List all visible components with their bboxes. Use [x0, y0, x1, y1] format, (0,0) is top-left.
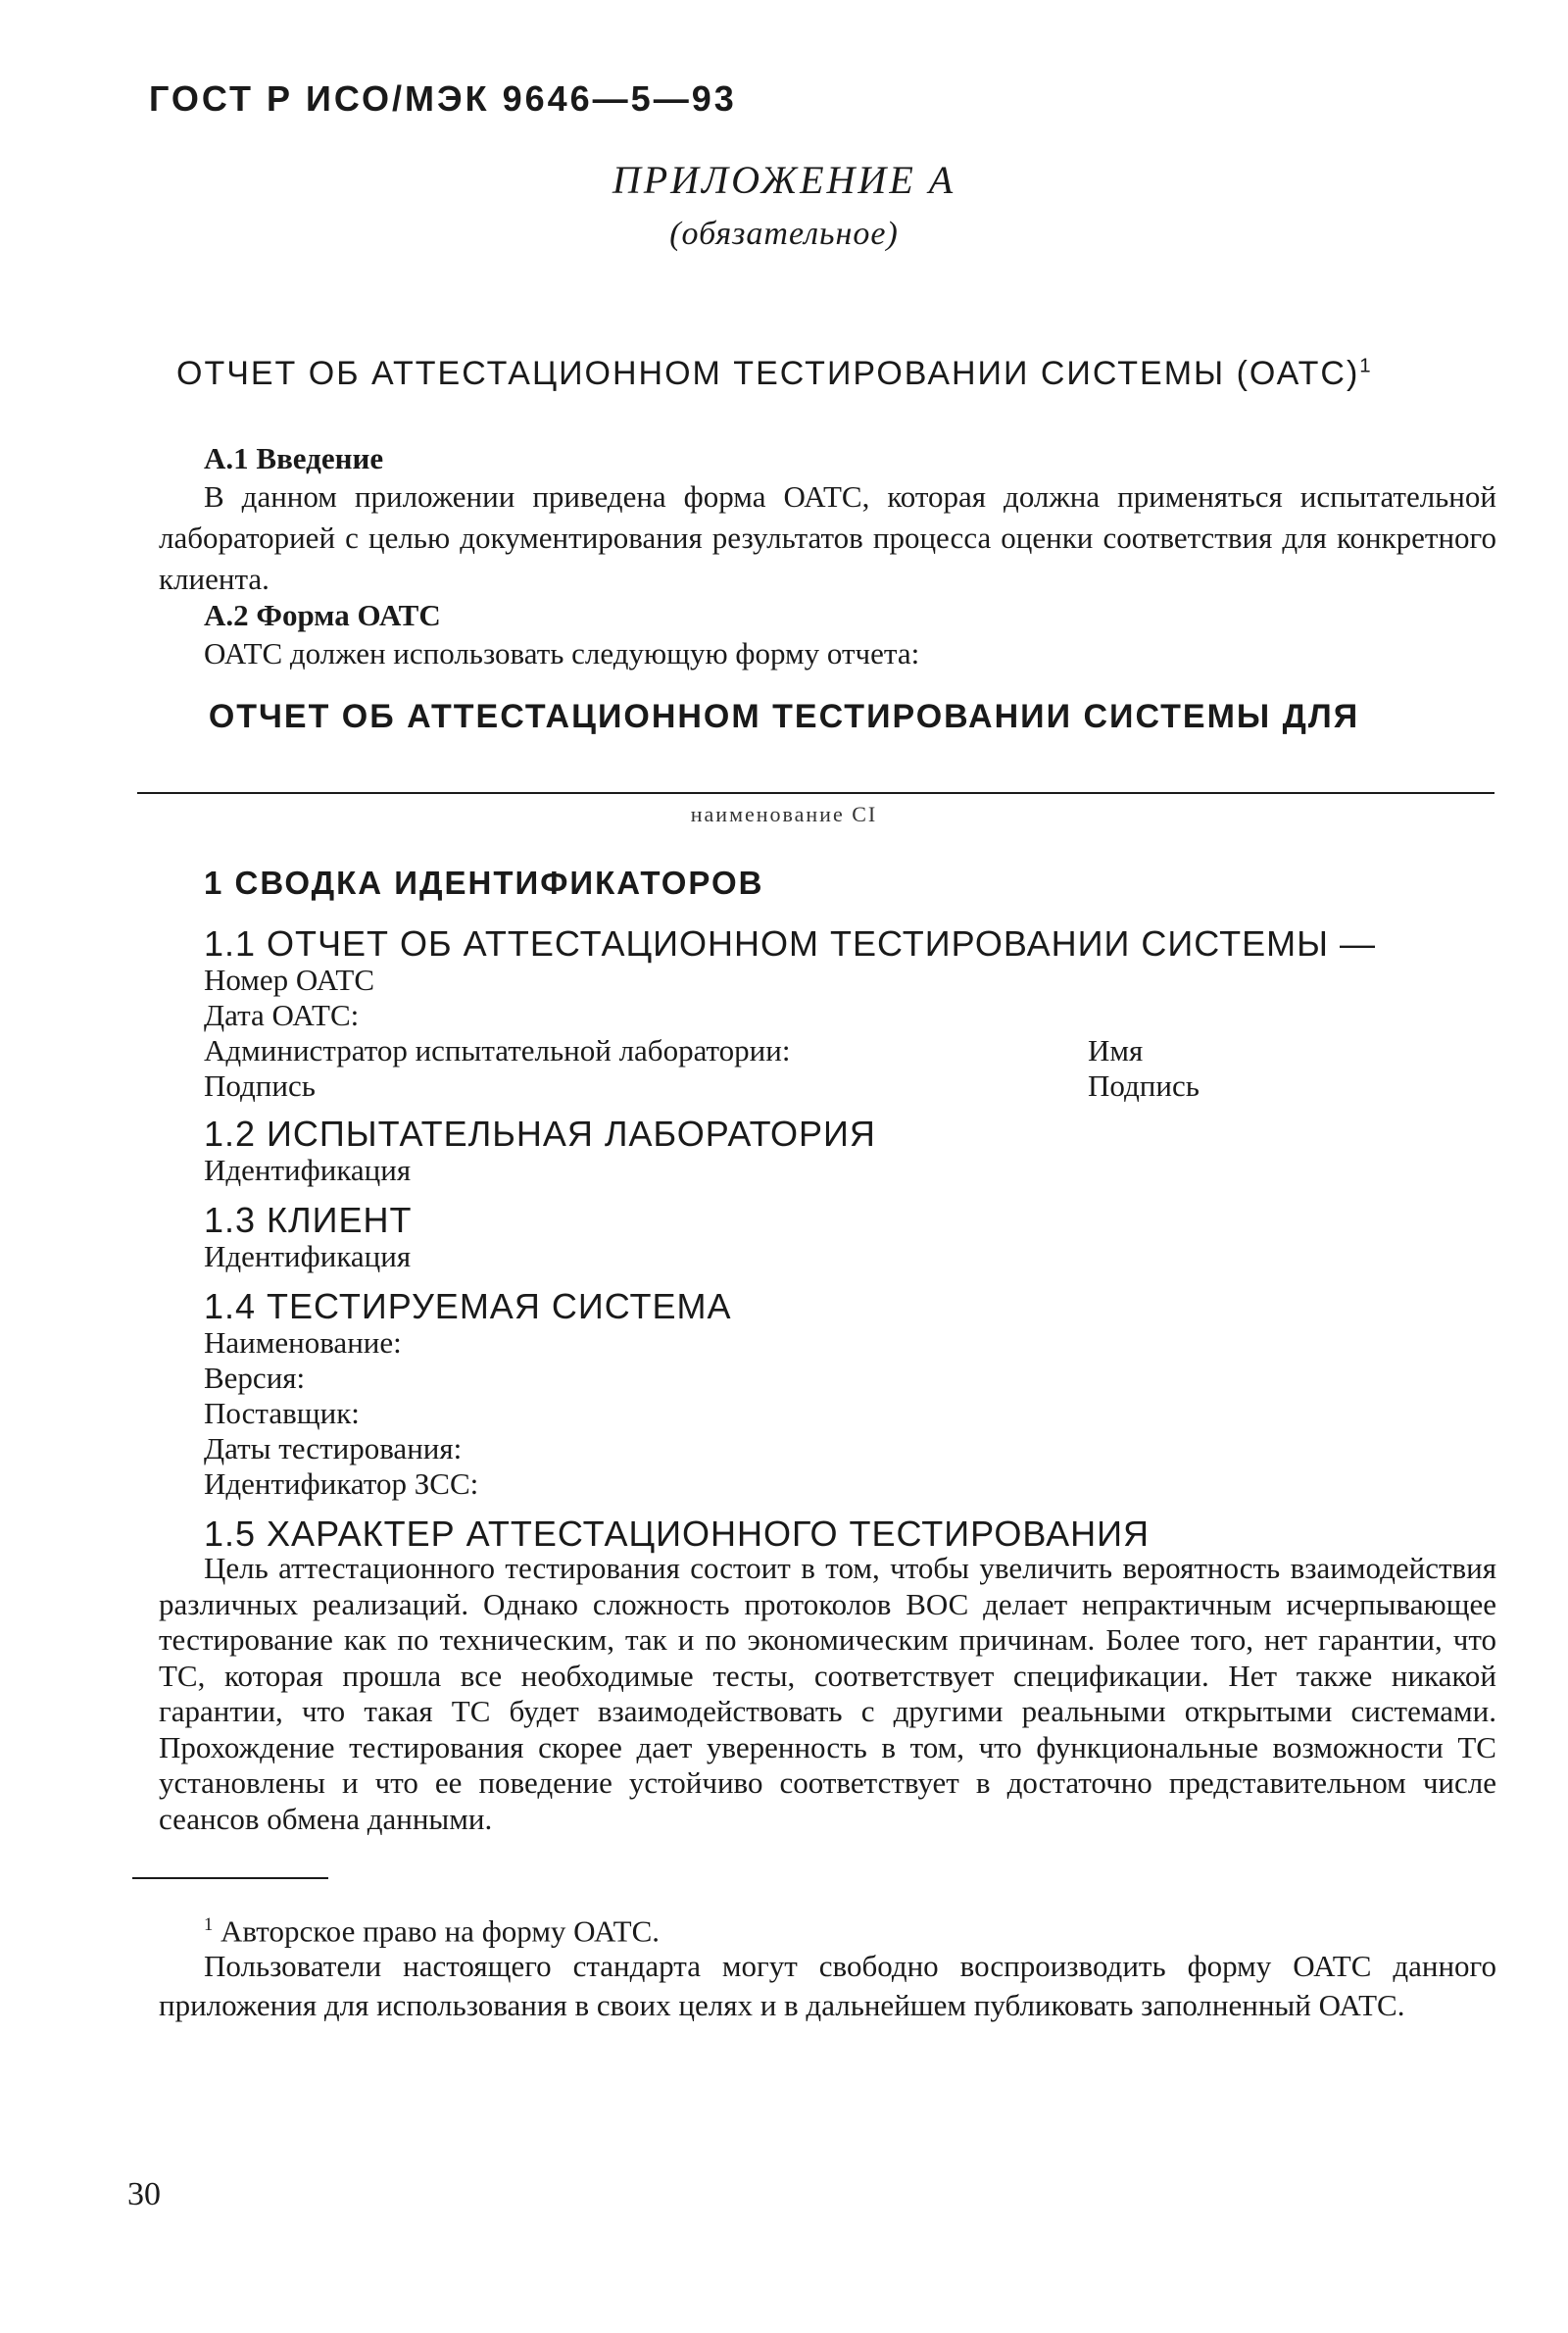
- main-title-text: ОТЧЕТ ОБ АТТЕСТАЦИОННОМ ТЕСТИРОВАНИИ СИСТЕМЫ (ОАТС): [176, 355, 1360, 392]
- footnote-separator: [132, 1877, 328, 1879]
- pics-identifier-label: Идентификатор ЗСС:: [204, 1466, 479, 1501]
- section-a2-text: ОАТС должен использовать следующую форму отчета:: [204, 636, 920, 670]
- footnote-mark-bottom: 1: [204, 1914, 214, 1935]
- standard-code: ГОСТ Р ИСО/МЭК 9646—5—93: [149, 78, 737, 119]
- footnote-copyright: Авторское право на форму ОАТС.: [220, 1913, 661, 1949]
- testing-dates-label: Даты тестирования:: [204, 1431, 463, 1465]
- report-number-label: Номер ОАТС: [204, 963, 375, 997]
- lab-identification-label: Идентификация: [204, 1153, 412, 1187]
- subsection-1-3-heading: 1.3 КЛИЕНТ: [204, 1200, 413, 1240]
- page-number: 30: [127, 2176, 161, 2212]
- subsection-1-1-heading: 1.1 ОТЧЕТ ОБ АТТЕСТАЦИОННОМ ТЕСТИРОВАНИИ СИСТЕМЫ —: [204, 923, 1376, 964]
- form-title: ОТЧЕТ ОБ АТТЕСТАЦИОННОМ ТЕСТИРОВАНИИ СИСТЕМЫ ДЛЯ: [208, 698, 1360, 735]
- client-identification-label: Идентификация: [204, 1239, 412, 1273]
- system-name-label: Наименование:: [204, 1325, 402, 1360]
- main-title: [176, 355, 1373, 393]
- footnote-text: Пользователи настоящего стандарта могут свободно воспроизводить форму ОАТС данного приложения для использования в своих целях и в дальнейшем публиковать заполненный ОАТС.: [159, 1949, 1496, 2022]
- lab-admin-label: Администратор испытательной лаборатории:: [204, 1033, 791, 1067]
- system-version-label: Версия:: [204, 1361, 306, 1395]
- conformance-testing-text: Цель аттестационного тестирования состоит в том, чтобы увеличить вероятность взаимодействия различных реализаций. Однако сложность протоколов ВОС делает непрактичным исчерпывающее тестирование как по техническим, так и по экономическим причинам. Более того, нет гарантии, что ТС, которая прошла все необходимые тесты, соответствует спецификации. Нет также никакой гарантии, что такая ТС будет взаимодействовать с другими реальными открытыми системами. Прохождение тестирования скорее дает уверенность в том, что функциональные возможности ТС установлены и что ее поведение устойчиво соответствует в достаточно представительном числе сеансов обмена данными.: [159, 1551, 1496, 1836]
- system-supplier-label: Поставщик:: [204, 1396, 360, 1430]
- section-1-heading: 1 СВОДКА ИДЕНТИФИКАТОРОВ: [204, 865, 764, 901]
- footnote-mark: 1: [1359, 355, 1373, 377]
- section-a2-heading: А.2 Форма ОАТС: [204, 598, 441, 632]
- name-caption: наименование СI: [690, 802, 878, 826]
- section-a1-heading: А.1 Введение: [204, 441, 384, 475]
- signature-label-left: Подпись: [204, 1068, 316, 1103]
- appendix-title: ПРИЛОЖЕНИЕ А: [612, 158, 956, 202]
- section-a1-text: В данном приложении приведена форма ОАТС, которая должна применяться испытательной лабораторией с целью документирования результатов процесса оценки соответствия для конкретного клиента.: [159, 479, 1496, 596]
- subsection-1-2-heading: 1.2 ИСПЫТАТЕЛЬНАЯ ЛАБОРАТОРИЯ: [204, 1114, 876, 1154]
- admin-name-label: Имя: [1088, 1033, 1144, 1067]
- footnote-line1: [204, 1906, 660, 1951]
- name-underline: [137, 792, 1494, 794]
- subsection-1-5-heading: 1.5 ХАРАКТЕР АТТЕСТАЦИОННОГО ТЕСТИРОВАНИЯ: [204, 1514, 1151, 1554]
- signature-label-right: Подпись: [1088, 1068, 1200, 1103]
- report-date-label: Дата ОАТС:: [204, 998, 360, 1032]
- subsection-1-4-heading: 1.4 ТЕСТИРУЕМАЯ СИСТЕМА: [204, 1286, 732, 1326]
- appendix-note: (обязательное): [669, 216, 899, 252]
